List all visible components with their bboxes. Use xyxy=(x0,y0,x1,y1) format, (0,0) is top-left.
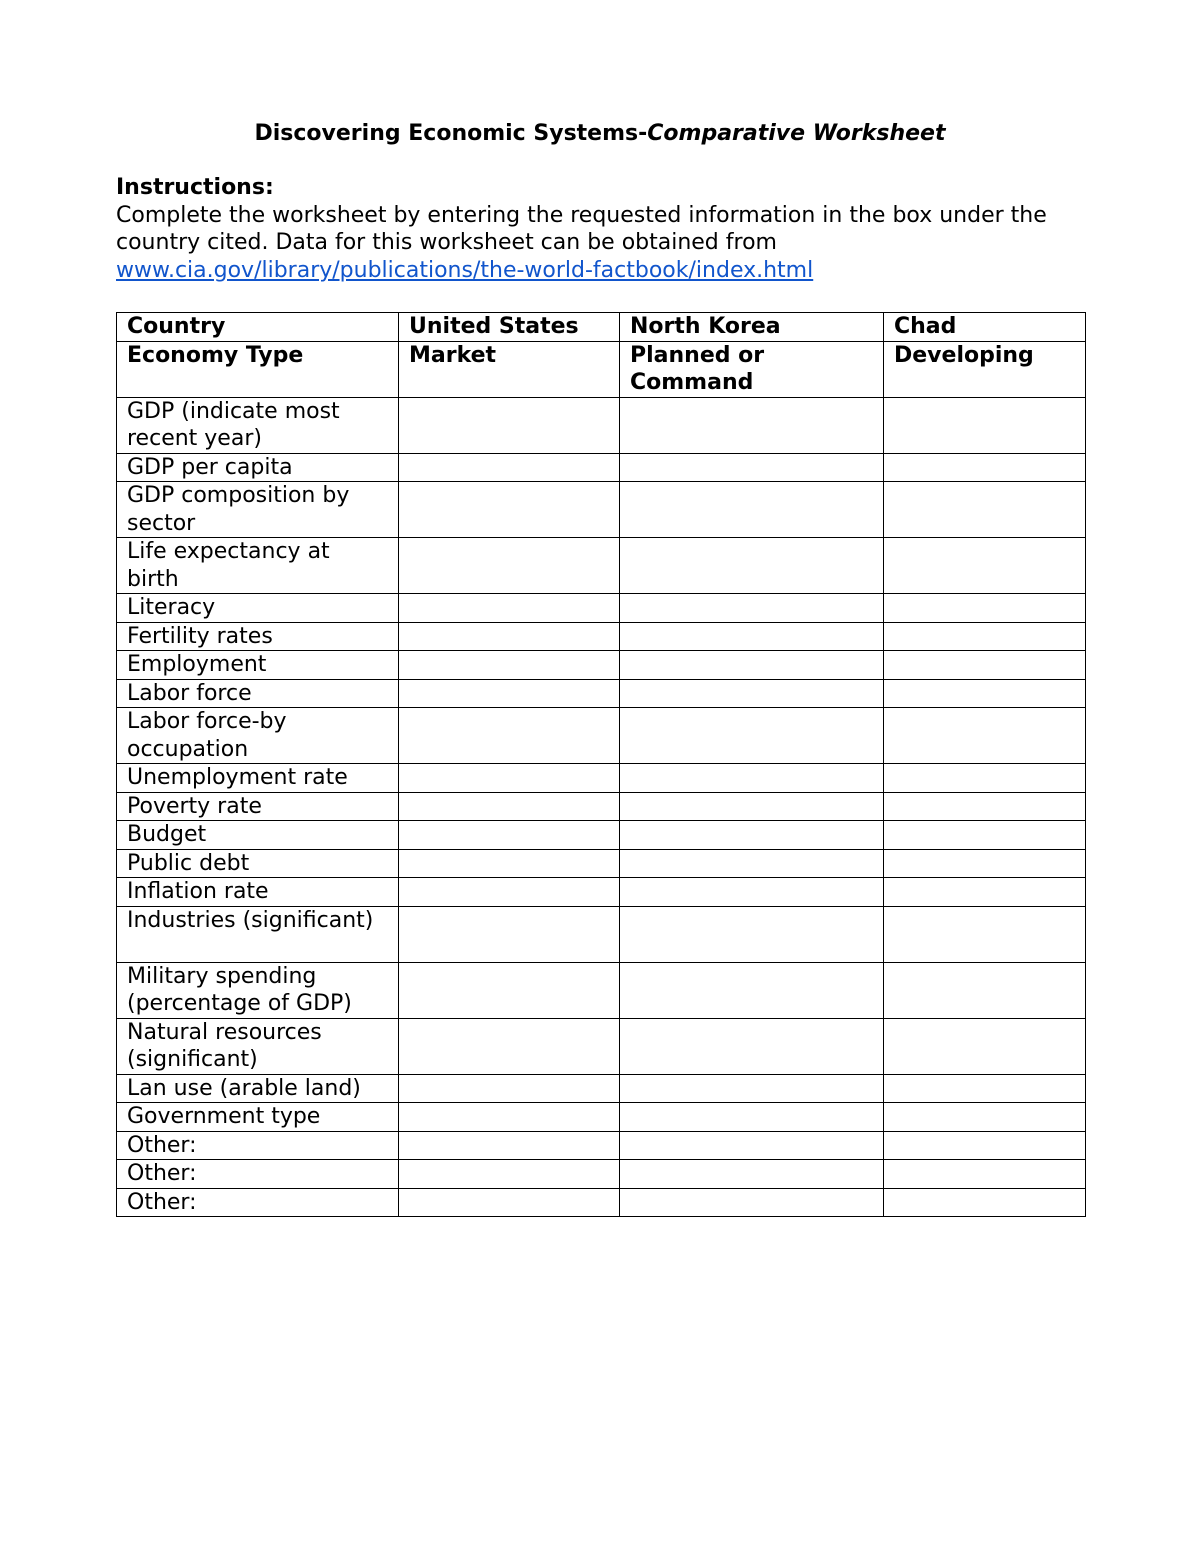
table-row xyxy=(117,878,1086,907)
answer-cell-north-korea[interactable] xyxy=(620,962,884,1018)
answer-cell-united-states[interactable] xyxy=(399,482,620,538)
row-label: Unemployment rate xyxy=(117,764,399,793)
answer-cell-north-korea[interactable] xyxy=(620,651,884,680)
answer-cell-chad[interactable] xyxy=(884,878,1086,907)
table-row xyxy=(117,679,1086,708)
answer-cell-united-states[interactable] xyxy=(399,1131,620,1160)
answer-cell-united-states[interactable] xyxy=(399,1074,620,1103)
answer-cell-united-states[interactable] xyxy=(399,651,620,680)
answer-cell-united-states[interactable] xyxy=(399,878,620,907)
answer-cell-chad[interactable] xyxy=(884,962,1086,1018)
answer-cell-chad[interactable] xyxy=(884,821,1086,850)
answer-cell-united-states[interactable] xyxy=(399,962,620,1018)
answer-cell-north-korea[interactable] xyxy=(620,1074,884,1103)
answer-cell-chad[interactable] xyxy=(884,1103,1086,1132)
table-row xyxy=(117,594,1086,623)
answer-cell-north-korea[interactable] xyxy=(620,764,884,793)
answer-cell-united-states[interactable] xyxy=(399,1160,620,1189)
row-label: Industries (significant) xyxy=(117,906,399,962)
table-row xyxy=(117,622,1086,651)
table-row xyxy=(117,397,1086,453)
answer-cell-chad[interactable] xyxy=(884,594,1086,623)
table-row xyxy=(117,764,1086,793)
answer-cell-north-korea[interactable] xyxy=(620,594,884,623)
row-label: Life expectancy at birth xyxy=(117,538,399,594)
row-label: Fertility rates xyxy=(117,622,399,651)
comparison-table xyxy=(116,312,1086,1217)
answer-cell-chad[interactable] xyxy=(884,1018,1086,1074)
answer-cell-united-states[interactable] xyxy=(399,538,620,594)
table-row xyxy=(117,1103,1086,1132)
row-label: Public debt xyxy=(117,849,399,878)
country-label: Country xyxy=(117,313,399,342)
table-row xyxy=(117,1188,1086,1217)
economy-type-north-korea: Planned or Command xyxy=(620,341,884,397)
answer-cell-chad[interactable] xyxy=(884,482,1086,538)
answer-cell-north-korea[interactable] xyxy=(620,906,884,962)
row-label: Poverty rate xyxy=(117,792,399,821)
table-row xyxy=(117,906,1086,962)
answer-cell-chad[interactable] xyxy=(884,651,1086,680)
answer-cell-united-states[interactable] xyxy=(399,1018,620,1074)
answer-cell-united-states[interactable] xyxy=(399,708,620,764)
answer-cell-chad[interactable] xyxy=(884,1131,1086,1160)
answer-cell-north-korea[interactable] xyxy=(620,397,884,453)
row-label: GDP composition by sector xyxy=(117,482,399,538)
row-label: Lan use (arable land) xyxy=(117,1074,399,1103)
answer-cell-north-korea[interactable] xyxy=(620,1131,884,1160)
row-label: GDP per capita xyxy=(117,453,399,482)
answer-cell-north-korea[interactable] xyxy=(620,1018,884,1074)
answer-cell-united-states[interactable] xyxy=(399,453,620,482)
answer-cell-chad[interactable] xyxy=(884,397,1086,453)
row-label: Government type xyxy=(117,1103,399,1132)
title-subtitle: Comparative Worksheet xyxy=(647,121,946,146)
row-label: Labor force xyxy=(117,679,399,708)
country-chad: Chad xyxy=(884,313,1086,342)
answer-cell-chad[interactable] xyxy=(884,1074,1086,1103)
answer-cell-united-states[interactable] xyxy=(399,397,620,453)
answer-cell-north-korea[interactable] xyxy=(620,1103,884,1132)
answer-cell-north-korea[interactable] xyxy=(620,538,884,594)
answer-cell-north-korea[interactable] xyxy=(620,708,884,764)
table-row xyxy=(117,482,1086,538)
row-label: Other: xyxy=(117,1188,399,1217)
table-row xyxy=(117,651,1086,680)
country-north-korea: North Korea xyxy=(620,313,884,342)
answer-cell-united-states[interactable] xyxy=(399,764,620,793)
row-label: Inflation rate xyxy=(117,878,399,907)
answer-cell-chad[interactable] xyxy=(884,622,1086,651)
table-row xyxy=(117,1131,1086,1160)
answer-cell-united-states[interactable] xyxy=(399,906,620,962)
row-label: Budget xyxy=(117,821,399,850)
answer-cell-chad[interactable] xyxy=(884,792,1086,821)
answer-cell-united-states[interactable] xyxy=(399,1103,620,1132)
table-row xyxy=(117,821,1086,850)
answer-cell-chad[interactable] xyxy=(884,708,1086,764)
table-row xyxy=(117,538,1086,594)
economy-type-label: Economy Type xyxy=(117,341,399,397)
answer-cell-chad[interactable] xyxy=(884,679,1086,708)
answer-cell-united-states[interactable] xyxy=(399,679,620,708)
table-row xyxy=(117,453,1086,482)
factbook-link[interactable]: www.cia.gov/library/publications/the-world-factbook/index.html xyxy=(116,257,814,283)
answer-cell-united-states[interactable] xyxy=(399,622,620,651)
economy-type-united-states: Market xyxy=(399,341,620,397)
answer-cell-chad[interactable] xyxy=(884,849,1086,878)
row-label: Other: xyxy=(117,1131,399,1160)
economy-type-row xyxy=(117,341,1086,397)
answer-cell-united-states[interactable] xyxy=(399,792,620,821)
country-header-row xyxy=(117,313,1086,342)
table-row xyxy=(117,849,1086,878)
row-label: Military spending (percentage of GDP) xyxy=(117,962,399,1018)
answer-cell-north-korea[interactable] xyxy=(620,453,884,482)
answer-cell-north-korea[interactable] xyxy=(620,679,884,708)
answer-cell-chad[interactable] xyxy=(884,906,1086,962)
answer-cell-united-states[interactable] xyxy=(399,1188,620,1217)
instructions-text: Complete the worksheet by entering the requested information in the box under the country cited. Data for this worksheet can be obtained from xyxy=(116,202,1047,255)
answer-cell-chad[interactable] xyxy=(884,453,1086,482)
answer-cell-chad[interactable] xyxy=(884,1160,1086,1189)
table-row xyxy=(117,1018,1086,1074)
instructions-block xyxy=(116,174,1096,284)
answer-cell-united-states[interactable] xyxy=(399,849,620,878)
answer-cell-north-korea[interactable] xyxy=(620,849,884,878)
table-row xyxy=(117,962,1086,1018)
row-label: Labor force-by occupation xyxy=(117,708,399,764)
answer-cell-north-korea[interactable] xyxy=(620,821,884,850)
table-row xyxy=(117,708,1086,764)
answer-cell-united-states[interactable] xyxy=(399,821,620,850)
answer-cell-north-korea[interactable] xyxy=(620,878,884,907)
title-main: Discovering Economic Systems- xyxy=(254,121,648,146)
answer-cell-north-korea[interactable] xyxy=(620,622,884,651)
row-label: Literacy xyxy=(117,594,399,623)
row-label: Natural resources (significant) xyxy=(117,1018,399,1074)
economy-type-chad: Developing xyxy=(884,341,1086,397)
row-label: Other: xyxy=(117,1160,399,1189)
row-label: GDP (indicate most recent year) xyxy=(117,397,399,453)
answer-cell-united-states[interactable] xyxy=(399,594,620,623)
table-row xyxy=(117,1160,1086,1189)
table-row xyxy=(117,792,1086,821)
table-row xyxy=(117,1074,1086,1103)
answer-cell-north-korea[interactable] xyxy=(620,1160,884,1189)
country-united-states: United States xyxy=(399,313,620,342)
answer-cell-north-korea[interactable] xyxy=(620,792,884,821)
answer-cell-chad[interactable] xyxy=(884,764,1086,793)
page-title xyxy=(0,120,1200,148)
row-label: Employment xyxy=(117,651,399,680)
answer-cell-chad[interactable] xyxy=(884,538,1086,594)
answer-cell-north-korea[interactable] xyxy=(620,1188,884,1217)
answer-cell-north-korea[interactable] xyxy=(620,482,884,538)
instructions-heading: Instructions: xyxy=(116,175,274,200)
answer-cell-chad[interactable] xyxy=(884,1188,1086,1217)
